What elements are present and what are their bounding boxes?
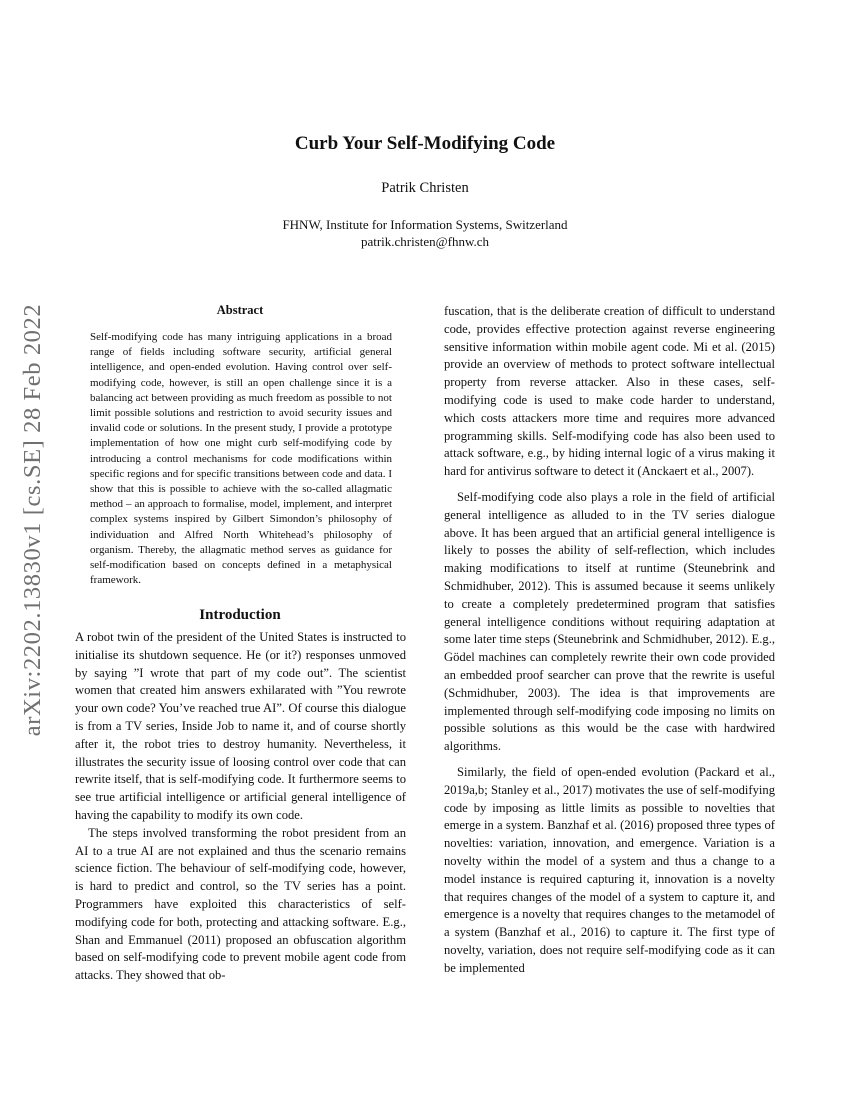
intro-paragraph-2: The steps involved transforming the robot president from an AI to a true AI are not explained and thus the scenario remains science fiction. The behaviour of self-modifying code, however, is hard to predict and control, so the TV series has a point. Programmers have exploited this characteristics of self-modifying code for both, protecting and attacking software. E.g., Shan and Emmanuel (2011) proposed an obfuscation algorithm based on self-modifying code to prevent mobile agent code from attacks. They showed that ob-: [75, 825, 406, 983]
author-email: patrik.christen@fhnw.ch: [360, 234, 490, 249]
author-affiliation: FHNW, Institute for Information Systems, Switzerland: [282, 217, 568, 232]
paper-title: Curb Your Self-Modifying Code: [294, 133, 556, 154]
intro-paragraph-3: fuscation, that is the deliberate creation of difficult to understand code, provides effective protection against reverse engineering sensitive information within mobile agent code. Mi et al. (2015) provide an overview of methods to protect software intellectual property from reverse attacker. Also in these cases, self-modifying code is used to make code harder to understand, which costs attackers more time and requires more advanced programming skills. Self-modifying code has also been used to attack software, e.g., by hiding internal logic of a virus making it hard for antivirus software to detect it (Anckaert et al., 2007).: [444, 304, 775, 479]
author-name: Patrik Christen: [381, 180, 469, 196]
abstract-heading: Abstract: [216, 303, 264, 317]
arxiv-identifier: [8, 270, 58, 770]
intro-paragraph-1: A robot twin of the president of the United States is instructed to initialise its shutdown sequence. He (or it?) responses unmoved by saying ”I wrote that part of my code out”. The scientist women that created him answers exhilarated with ”You rewrote your own code? You’ve reached true AI”. Of course this dialogue is from a TV series, Inside Job to name it, and of course shortly after it, the robot tries to destroy humanity. Nevertheless, it illustrates the security issue of loosing control over code that can rewrite itself, that is self-modifying code. It furthermore seems to see true artificial intelligence or artificial general intelligence of having the capability to modify its own code.: [75, 630, 406, 822]
intro-paragraph-4: Self-modifying code also plays a role in the field of artificial general intelligence as alluded to in the TV series dialogue above. It has been argued that an artificial general intelligence is likely to posses the ability of self-reflection, which includes making modifications to itself at runtime (Steunebrink and Schmidhuber, 2012). This is assumed because it seems unlikely to create a completely predetermined program that satisfies general intelligence conditions without requiring adaptation at some later time steps (Steunebrink and Schmidhuber, 2012). E.g., Gödel machines can completely rewrite their own code provided an embedded proof searcher can prove that the rewrite is useful (Schmidhuber, 2003). The idea is that improvements are implemented through self-modifying code imposing no limits on possible solutions as this would be the case with hardwired algorithms.: [444, 489, 775, 754]
arxiv-identifier-text: arXiv:2202.13830v1 [cs.SE] 28 Feb 2022: [19, 303, 46, 737]
left-column-body: [75, 629, 406, 985]
right-column-body: [444, 303, 775, 977]
abstract-text: Self-modifying code has many intriguing applications in a broad range of fields including software security, artificial general intelligence, and open-ended evolution. Having control over self-modifying code, however, is still an open challenge since it is a balancing act between providing as much freedom as possible to not limit possible solutions and restriction to avoid security issues and invalid code or solutions. In the present study, I provide a prototype implementation of how one might curb self-modifying code by introducing a control mechanisms for code modifications within specific regions and for specific transitions between code and data. I show that this is possible to achieve with the so-called allagmatic method – an approach to formalise, model, implement, and interpret complex systems inspired by Gilbert Simondon’s philosophy of individuation and Alfred North Whitehead’s philosophy of organism. Thereby, the allagmatic method serves as guidance for self-modification based on concepts defined in a metaphysical framework.: [90, 331, 392, 587]
intro-paragraph-5: Similarly, the field of open-ended evolution (Packard et al., 2019a,b; Stanley et al., 2017) motivates the use of self-modifying code by imposing as little limits as possible to novelties that emerge in a system. Banzhaf et al. (2016) proposed three types of novelties: variation, innovation, and emergence. Variation is a novelty within the model of a system and thus a change to a model instance is required capturing it, innovation is a novelty that requires changes of the model of a system to capture it, and emergence is a novelty that requires changes to the metamodel of a system (Banzhaf et al., 2016) to capture it. The first type of novelty, variation, does not require self-modifying code as it can be implemented: [444, 764, 775, 975]
introduction-heading: Introduction: [199, 607, 281, 623]
